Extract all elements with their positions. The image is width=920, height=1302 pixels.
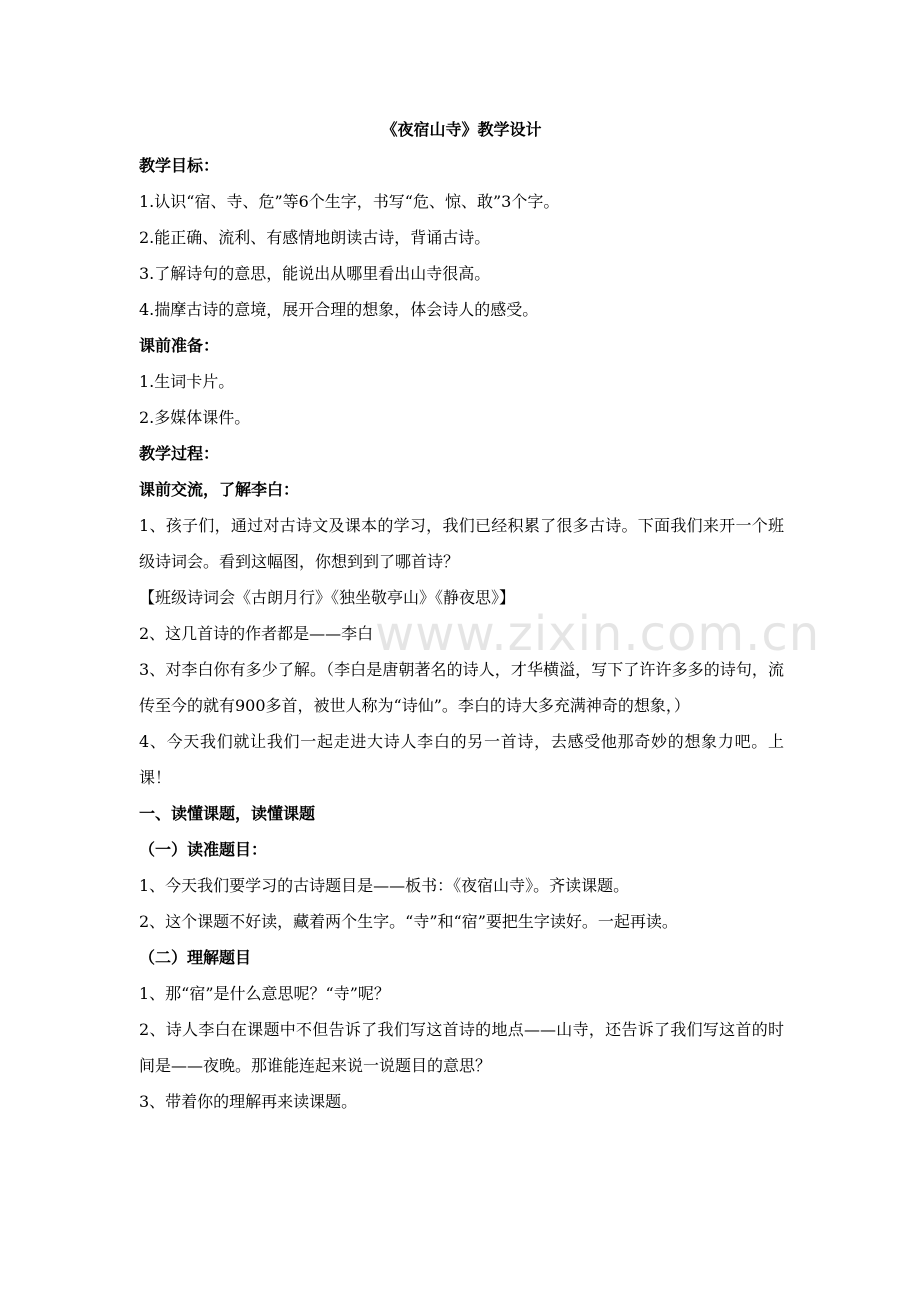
subsection-1-heading: （一）读准题目： [139, 840, 268, 859]
process-heading: 教学过程： [139, 444, 220, 463]
subsection-2-item-2: 2、诗人李白在课题中不但告诉了我们写这首诗的地点——山寺，还告诉了我们写这首的时间是——夜晚。那谁能连起来说一说题目的意思？ [139, 1020, 784, 1075]
document-title: 《夜宿山寺》教学设计 [381, 120, 542, 139]
document-page [139, 112, 784, 1120]
objective-item-3: 3.了解诗句的意思，能说出从哪里看出山寺很高。 [139, 264, 491, 283]
objective-item-1: 1.认识“宿、寺、危”等6个生字，书写“危、惊、敢”3个字。 [139, 192, 560, 211]
preparation-heading: 课前准备： [139, 336, 220, 355]
subsection-2-heading: （二）理解题目 [139, 948, 252, 967]
objectives-heading: 教学目标： [139, 156, 220, 175]
intro-poem-list: 【班级诗词会《古朗月行》《独坐敬亭山》《静夜思》】 [139, 588, 516, 607]
intro-heading: 课前交流，了解李白： [139, 480, 300, 499]
subsection-1-item-1: 1、今天我们要学习的古诗题目是——板书：《夜宿山寺》。齐读课题。 [139, 876, 630, 895]
section-1-heading: 一、读懂课题，读懂课题 [139, 804, 316, 823]
subsection-2-item-3: 3、带着你的理解再来读课题。 [139, 1092, 358, 1111]
subsection-2-item-1: 1、那“宿”是什么意思呢？“寺”呢？ [139, 984, 390, 1003]
intro-paragraph-3: 3、对李白你有多少了解。（李白是唐朝著名的诗人，才华横溢，写下了许许多多的诗句，流传至今的就有900多首，被世人称为“诗仙”。李白的诗大多充满神奇的想象，） [139, 660, 784, 715]
intro-paragraph-2: 2、这几首诗的作者都是——李白 [139, 624, 374, 643]
objective-item-4: 4.揣摩古诗的意境，展开合理的想象，体会诗人的感受。 [139, 300, 539, 319]
watermark: www.zixin.com.cn [375, 606, 821, 662]
preparation-item-1: 1.生词卡片。 [139, 372, 235, 391]
preparation-item-2: 2.多媒体课件。 [139, 408, 251, 427]
intro-paragraph-4: 4、今天我们就让我们一起走进大诗人李白的另一首诗，去感受他那奇妙的想象力吧。上课！ [139, 732, 784, 787]
subsection-1-item-2: 2、这个课题不好读，藏着两个生字。“寺”和“宿”要把生字读好。一起再读。 [139, 912, 678, 931]
objective-item-2: 2.能正确、流利、有感情地朗读古诗，背诵古诗。 [139, 228, 491, 247]
intro-paragraph-1: 1、孩子们，通过对古诗文及课本的学习，我们已经积累了很多古诗。下面我们来开一个班级诗词会。看到这幅图，你想到到了哪首诗？ [139, 516, 784, 571]
